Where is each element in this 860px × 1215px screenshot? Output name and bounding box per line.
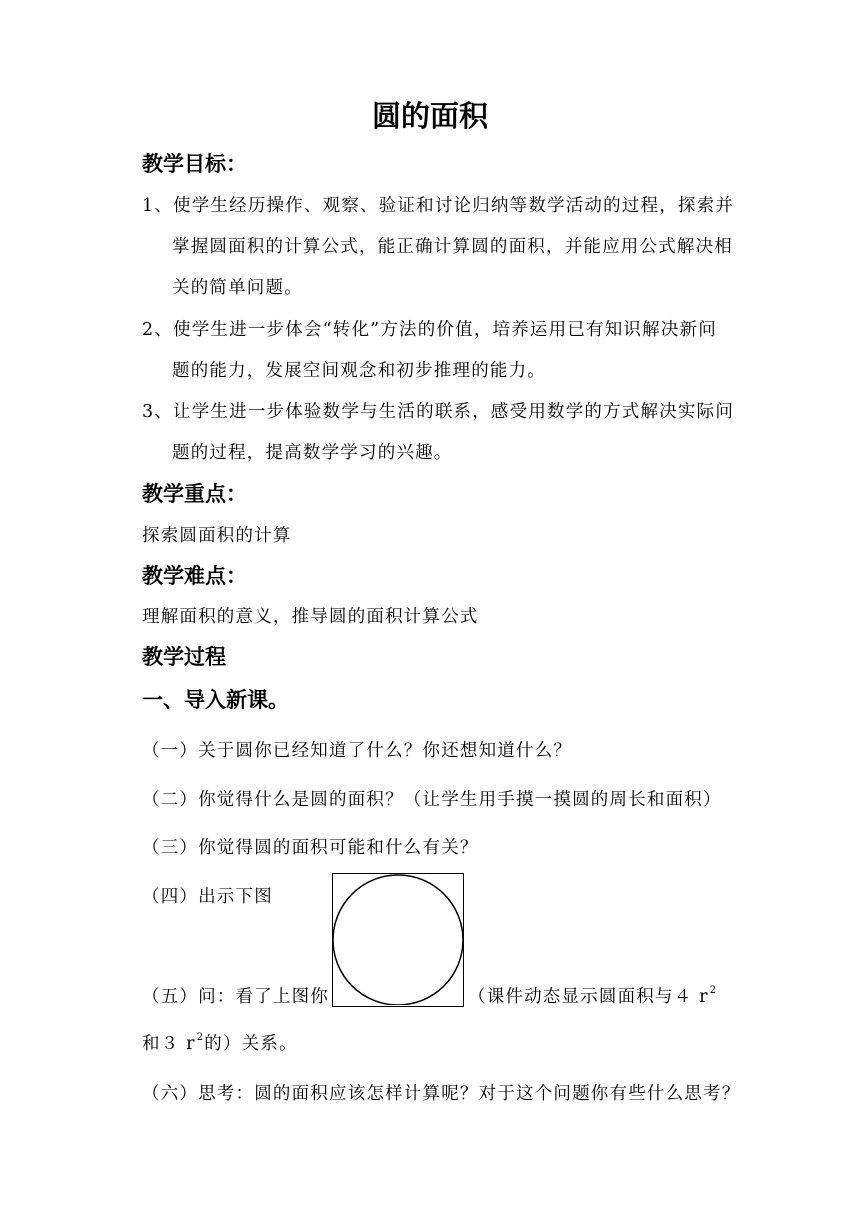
document-title: 圆的面积 <box>371 99 488 133</box>
question-3: （三）你觉得圆的面积可能和什么有关？ <box>142 838 479 858</box>
question-5-part-2 <box>468 983 717 1008</box>
goals-heading: 教学目标： <box>142 152 247 176</box>
question-5-line-2-b: 的）关系。 <box>204 1034 298 1054</box>
goal-2-line-2: 题的能力，发展空间观念和初步推理的能力。 <box>172 361 546 381</box>
process-heading: 教学过程 <box>142 645 226 669</box>
question-4: （四）出示下图 <box>142 887 273 907</box>
question-5-line-2-a: 和３ r <box>142 1034 196 1054</box>
inscribed-circle <box>333 875 463 1005</box>
goal-1-line-2: 掌握圆面积的计算公式，能正确计算圆的面积，并能应用公式解决相 <box>172 237 733 257</box>
section-1-heading: 一、导入新课。 <box>142 688 289 712</box>
goal-3-line-1: 3、让学生进一步体验数学与生活的联系，感受用数学的方式解决实际问 <box>142 402 735 422</box>
goal-2-line-1: 2、使学生进一步体会“转化”方法的价值，培养运用已有知识解决新问 <box>142 320 717 340</box>
question-6: （六）思考：圆的面积应该怎样计算呢？对于这个问题你有些什么思考？ <box>142 1084 741 1104</box>
question-2: （二）你觉得什么是圆的面积？（让学生用手摸一摸圆的周长和面积） <box>142 790 722 810</box>
key-point-text: 探索圆面积的计算 <box>142 526 292 546</box>
goal-3-line-2: 题的过程，提高数学学习的兴趣。 <box>172 443 453 463</box>
question-5-line-2 <box>142 1030 298 1055</box>
question-5-part-1: （五）问：看了上图你 <box>142 987 329 1007</box>
superscript-2b: 2 <box>196 1032 205 1043</box>
difficulty-heading: 教学难点： <box>142 564 247 588</box>
circle-in-square-figure <box>332 873 464 1007</box>
circle-in-square-drawing <box>333 874 463 1005</box>
difficulty-text: 理解面积的意义，推导圆的面积计算公式 <box>142 607 479 627</box>
question-5-part-2-text: （课件动态显示圆面积与４ r <box>468 987 709 1007</box>
superscript-2: 2 <box>709 985 718 996</box>
goal-1-line-3: 关的简单问题。 <box>172 278 303 298</box>
question-1: （一）关于圆你已经知道了什么？你还想知道什么？ <box>142 741 573 761</box>
goal-1-line-1: 1、使学生经历操作、观察、验证和讨论归纳等数学活动的过程，探索并 <box>142 196 735 216</box>
key-point-heading: 教学重点： <box>142 482 247 506</box>
